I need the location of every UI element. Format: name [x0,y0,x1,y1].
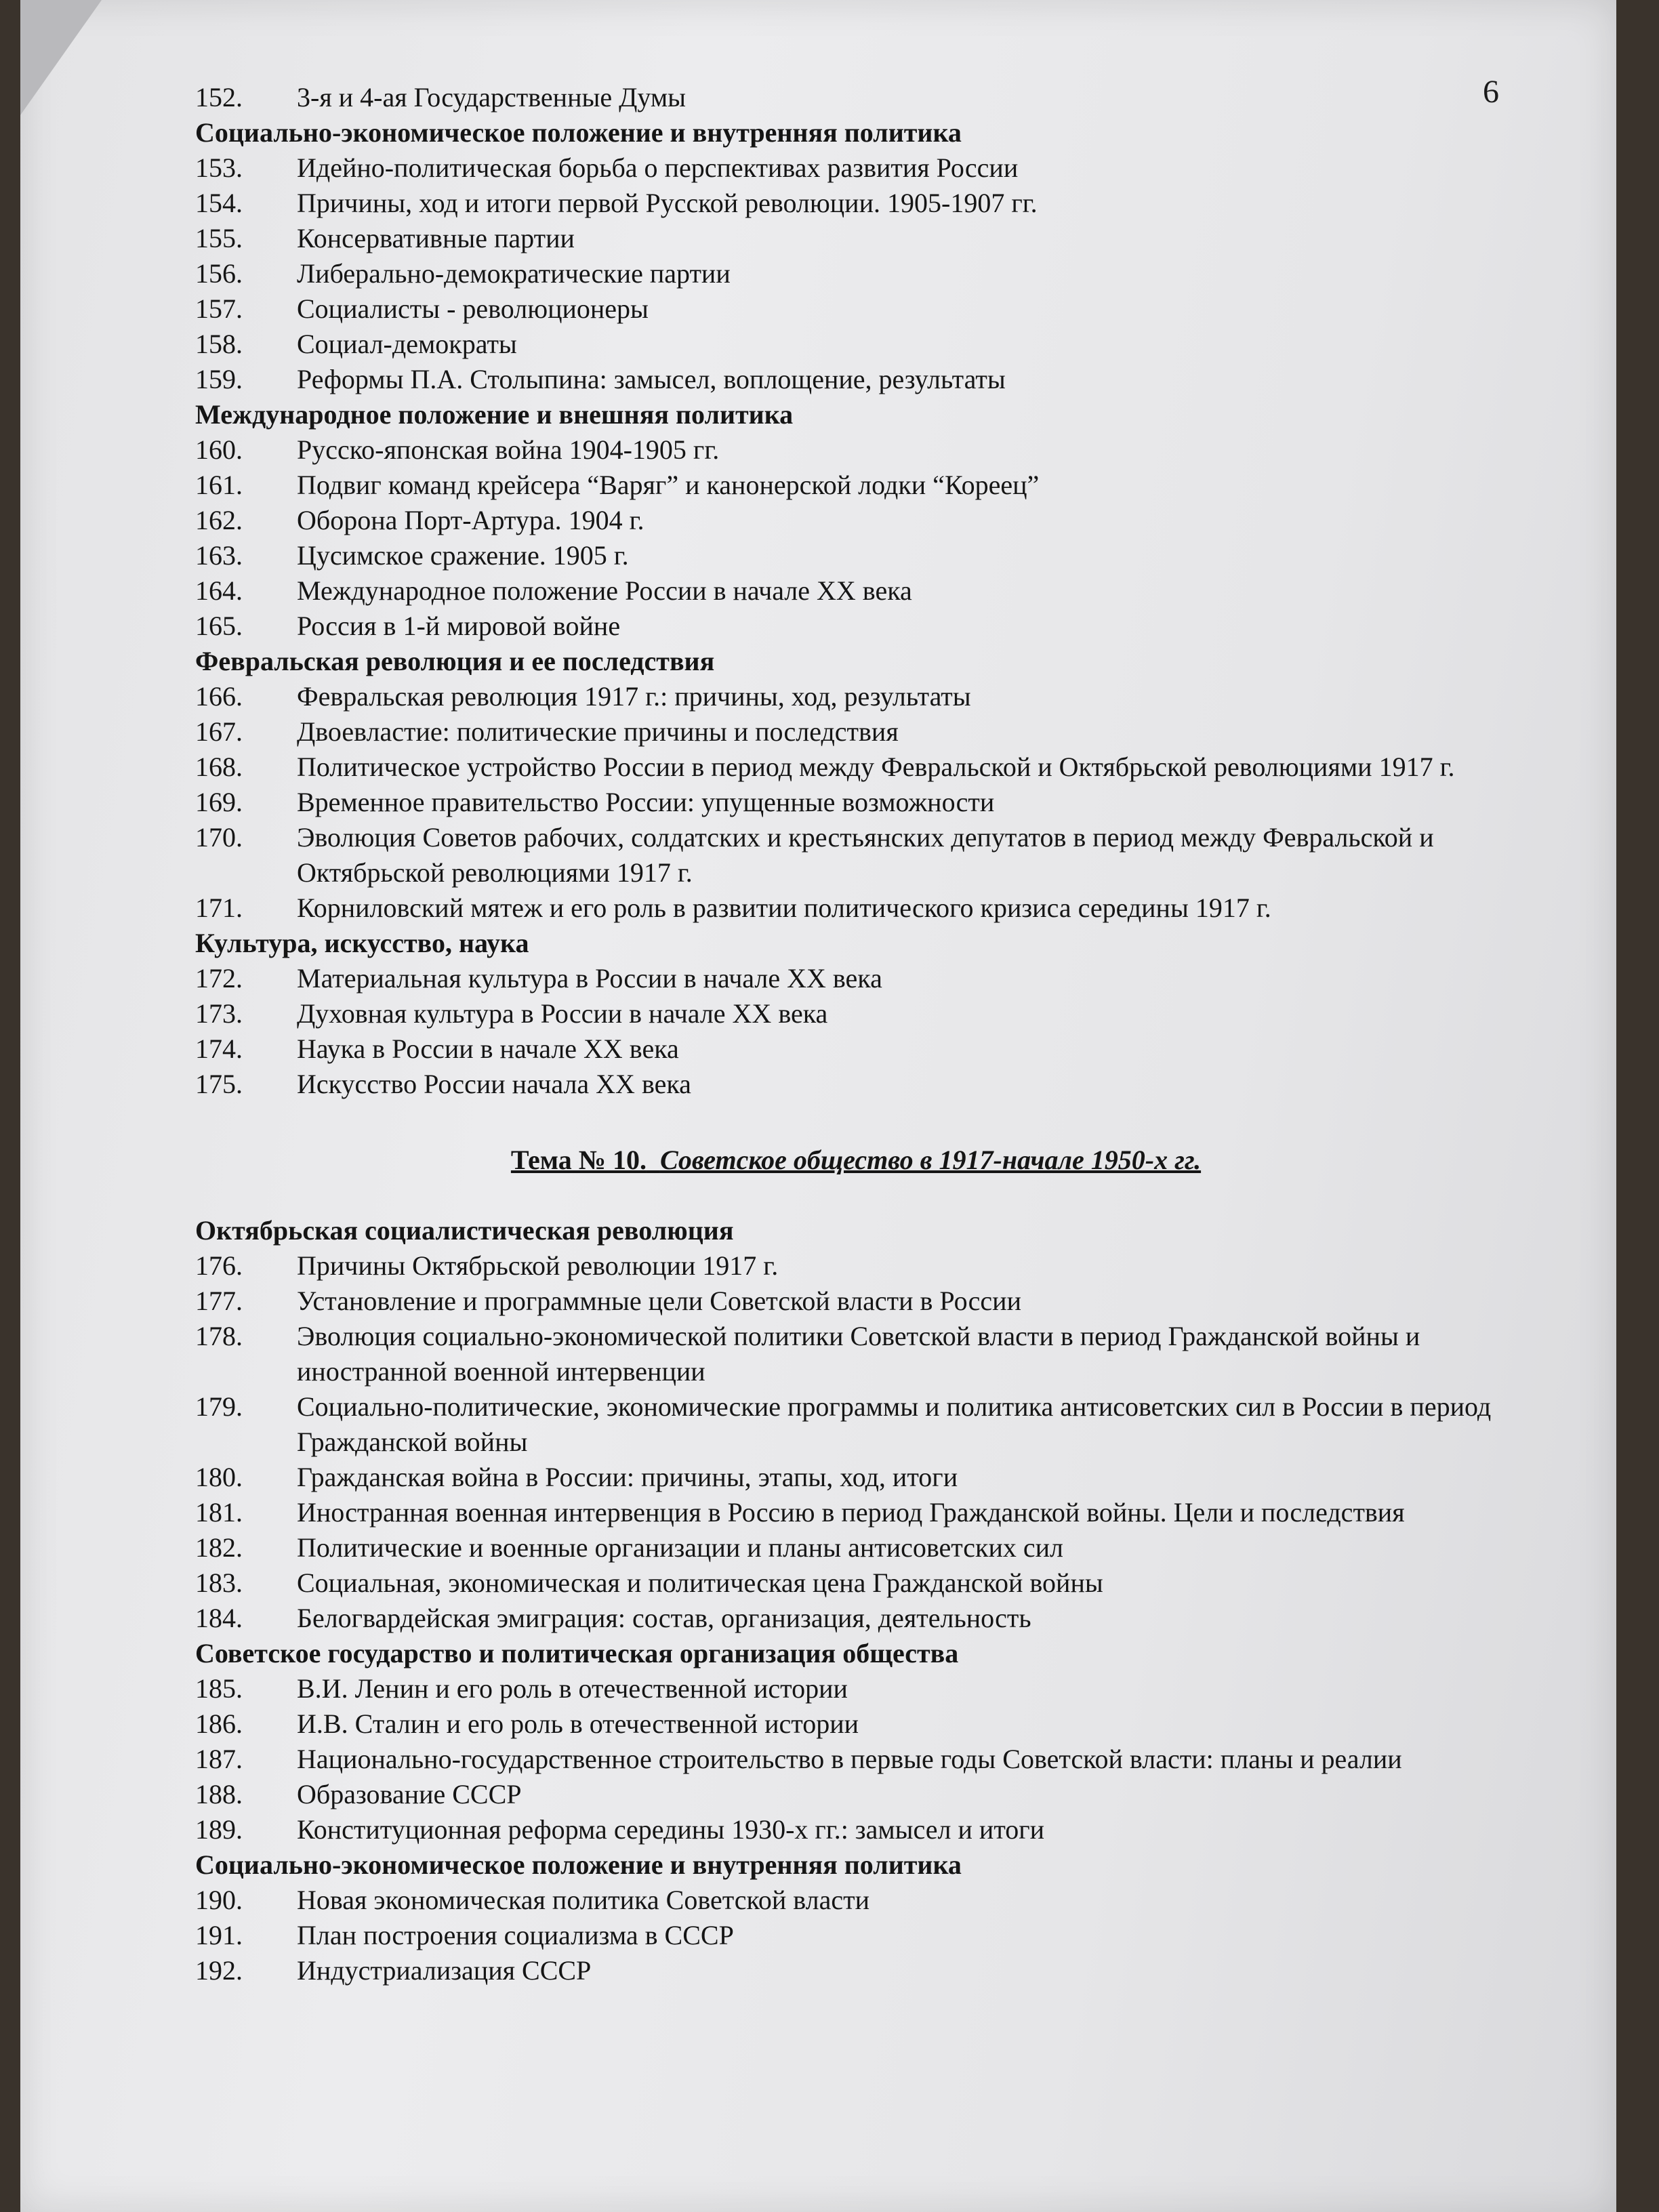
list-item [195,1284,1517,1319]
item-number: 191. [195,1920,243,1950]
item-number: 177. [195,1286,243,1316]
item-number: 192. [195,1955,243,1986]
item-number: 160. [195,434,243,465]
item-number: 179. [195,1391,243,1422]
list-part-1 [195,80,1517,1102]
list-item [195,679,1517,714]
item-text: Образование СССР [297,1779,522,1809]
item-number: 174. [195,1033,243,1064]
list-item [195,327,1517,362]
item-text: Русско-японская война 1904-1905 гг. [297,434,720,465]
item-text: 3-я и 4-ая Государственные Думы [297,82,687,112]
list-item [195,820,1517,890]
list-item [195,1067,1517,1102]
item-number: 170. [195,822,243,853]
list-item [195,291,1517,327]
item-number: 163. [195,540,243,571]
list-item [195,1812,1517,1847]
list-item [195,573,1517,609]
item-text: Белогвардейская эмиграция: состав, организация, деятельность [297,1603,1031,1633]
item-number: 164. [195,575,243,606]
item-text: Корниловский мятеж и его роль в развитии политического кризиса середины 1917 г. [297,893,1271,923]
list-item [195,468,1517,503]
list-item [195,609,1517,644]
item-number: 189. [195,1814,243,1845]
list-item [195,1389,1517,1460]
folded-corner [20,0,102,115]
list-item [195,785,1517,820]
item-number: 187. [195,1744,243,1774]
item-text: Индустриализация СССР [297,1955,592,1986]
item-text: И.В. Сталин и его роль в отечественной истории [297,1708,859,1739]
item-number: 152. [195,82,243,112]
item-text: Консервативные партии [297,223,575,253]
item-text: Россия в 1-й мировой войне [297,611,621,641]
item-number: 190. [195,1885,243,1915]
item-number: 156. [195,258,243,289]
item-number: 176. [195,1250,243,1281]
item-number: 181. [195,1497,243,1528]
list-item [195,1460,1517,1495]
list-item [195,1248,1517,1284]
item-number: 153. [195,152,243,183]
item-text: Конституционная реформа середины 1930-х гг.: замысел и итоги [297,1814,1045,1845]
item-text: Международное положение России в начале XX века [297,575,912,606]
item-text: Социально-политические, экономические программы и политика антисоветских сил в России в период Гражданской войны [297,1391,1492,1457]
list-item [195,1777,1517,1812]
item-number: 185. [195,1673,243,1704]
list-item [195,1601,1517,1636]
item-text: Цусимское сражение. 1905 г. [297,540,629,571]
list-item [195,538,1517,573]
item-number: 180. [195,1462,243,1492]
item-text: Временное правительство России: упущенные возможности [297,787,995,817]
list-item [195,1565,1517,1601]
section-heading: Социально-экономическое положение и внутренняя политика [195,117,962,148]
list-item [195,1530,1517,1565]
list-item [195,890,1517,926]
item-number: 154. [195,188,243,218]
item-text: Наука в России в начале XX века [297,1033,679,1064]
item-number: 157. [195,293,243,324]
item-number: 169. [195,787,243,817]
item-text: Эволюция социально-экономической политики Советской власти в период Гражданской войны и иностранной военной интервенции [297,1321,1420,1387]
topic-subject: Советское общество в 1917-начале 1950-х гг. [659,1145,1202,1175]
list-item [195,961,1517,996]
item-text: Политические и военные организации и планы антисоветских сил [297,1532,1063,1563]
list-part-2 [195,1213,1517,1988]
item-text: Иностранная военная интервенция в Россию в период Гражданской войны. Цели и последствия [297,1497,1405,1528]
section-heading: Международное положение и внешняя политика [195,399,794,430]
list-item [195,714,1517,750]
item-number: 184. [195,1603,243,1633]
item-number: 186. [195,1708,243,1739]
item-number: 188. [195,1779,243,1809]
item-number: 173. [195,998,243,1029]
list-item [195,750,1517,785]
item-text: В.И. Ленин и его роль в отечественной истории [297,1673,848,1704]
topic-list [195,80,1517,1988]
item-number: 162. [195,505,243,535]
item-text: План построения социализма в СССР [297,1920,734,1950]
list-item [195,1495,1517,1530]
section-heading: Февральская революция и ее последствия [195,646,715,676]
item-text: Либерально-демократические партии [297,258,731,289]
item-number: 155. [195,223,243,253]
item-text: Социал-демократы [297,329,517,359]
item-number: 172. [195,963,243,994]
section-heading: Советское государство и политическая организация общества [195,1638,959,1668]
item-number: 168. [195,752,243,782]
list-item [195,1953,1517,1988]
section-heading: Культура, искусство, наука [195,928,529,958]
item-text: Политическое устройство России в период между Февральской и Октябрьской революциями 1917 г. [297,752,1455,782]
list-item [195,221,1517,256]
item-number: 161. [195,470,243,500]
item-text: Новая экономическая политика Советской власти [297,1885,869,1915]
document-page [20,0,1616,2212]
item-text: Социалисты - революционеры [297,293,649,324]
list-item [195,1918,1517,1953]
item-text: Двоевластие: политические причины и последствия [297,716,899,747]
item-text: Реформы П.А. Столыпина: замысел, воплощение, результаты [297,364,1006,394]
item-text: Подвиг команд крейсера “Варяг” и канонерской лодки “Кореец” [297,470,1040,500]
list-item [195,1671,1517,1706]
item-text: Причины, ход и итоги первой Русской революции. 1905-1907 гг. [297,188,1038,218]
section-heading: Социально-экономическое положение и внутренняя политика [195,1849,962,1880]
item-number: 165. [195,611,243,641]
list-item [195,1319,1517,1389]
list-item [195,1031,1517,1067]
list-item [195,1706,1517,1742]
list-item [195,1883,1517,1918]
item-text: Февральская революция 1917 г.: причины, ход, результаты [297,681,971,712]
list-item [195,80,1517,115]
topic-heading [195,1143,1517,1178]
item-text: Социальная, экономическая и политическая цена Гражданской войны [297,1568,1103,1598]
topic-prefix: Тема № 10. [510,1145,647,1175]
list-item [195,503,1517,538]
page-number: 6 [1483,74,1499,110]
item-number: 183. [195,1568,243,1598]
item-text: Искусство России начала XX века [297,1069,691,1099]
item-text: Идейно-политическая борьба о перспективах развития России [297,152,1019,183]
list-item [195,150,1517,186]
item-text: Гражданская война в России: причины, этапы, ход, итоги [297,1462,958,1492]
list-item [195,186,1517,221]
item-number: 178. [195,1321,243,1351]
section-heading: Октябрьская социалистическая революция [195,1215,734,1246]
item-text: Причины Октябрьской революции 1917 г. [297,1250,779,1281]
item-text: Материальная культура в России в начале XX века [297,963,882,994]
list-item [195,432,1517,468]
item-text: Духовная культура в России в начале XX века [297,998,828,1029]
list-item [195,1742,1517,1777]
item-number: 159. [195,364,243,394]
list-item [195,362,1517,397]
item-number: 175. [195,1069,243,1099]
item-number: 158. [195,329,243,359]
item-text: Эволюция Советов рабочих, солдатских и крестьянских депутатов в период между Февральской и Октябрьской революциями 1917 г. [297,822,1434,888]
list-item [195,256,1517,291]
item-number: 167. [195,716,243,747]
item-text: Национально-государственное строительство в первые годы Советской власти: планы и реалии [297,1744,1402,1774]
list-item [195,996,1517,1031]
item-number: 166. [195,681,243,712]
item-text: Установление и программные цели Советской власти в России [297,1286,1021,1316]
item-text: Оборона Порт-Артура. 1904 г. [297,505,644,535]
item-number: 182. [195,1532,243,1563]
item-number: 171. [195,893,243,923]
